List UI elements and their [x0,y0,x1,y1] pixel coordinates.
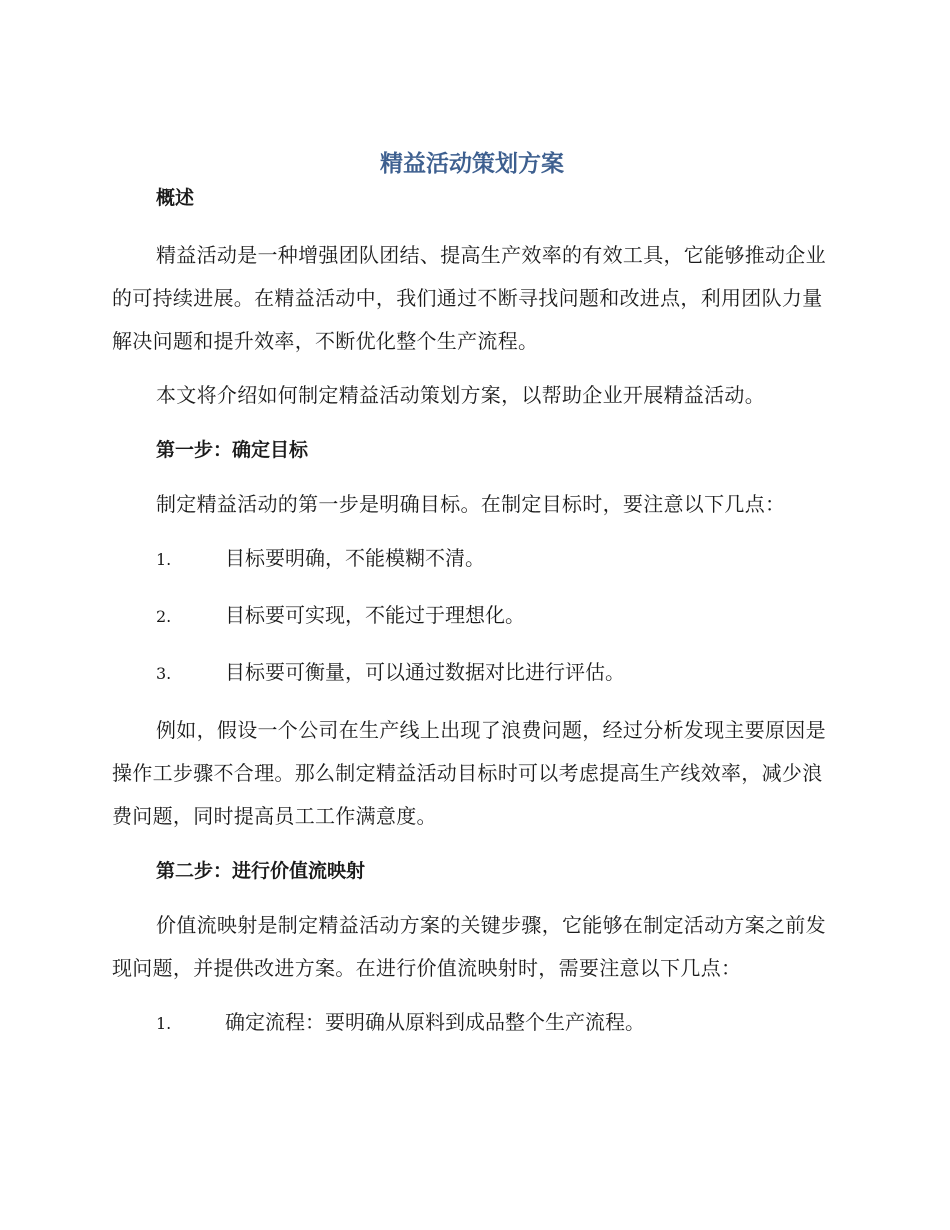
list-text: 确定流程：要明确从原料到成品整个生产流程。 [225,1010,645,1034]
list-text: 目标要可实现，不能过于理想化。 [225,603,525,627]
overview-paragraph-2: 本文将介绍如何制定精益活动策划方案，以帮助企业开展精益活动。 [156,383,765,407]
overview-paragraph-1: 精益活动是一种增强团队团结、提高生产效率的有效工具，它能够推动企业的可持续进展。在精益活动中，我们通过不断寻找问题和改进点，利用团队力量解决问题和提升效率，不断优化整个生产流程。 [112,243,826,353]
step1-example: 例如，假设一个公司在生产线上出现了浪费问题，经过分析发现主要原因是操作工步骤不合理。那么制定精益活动目标时可以考虑提高生产线效率，减少浪费问题，同时提高员工工作满意度。 [112,718,826,828]
list-item [112,597,832,635]
list-item [112,654,832,692]
list-text: 目标要明确，不能模糊不清。 [225,546,485,570]
step2-heading: 第二步：进行价值流映射 [156,860,366,882]
step1-heading: 第一步：确定目标 [156,439,309,461]
list-item [112,540,832,578]
list-number: 1. [156,550,172,569]
document-page [112,140,832,1042]
list-number: 3. [156,664,172,683]
list-item [112,1004,832,1042]
list-text: 目标要可衡量，可以通过数据对比进行评估。 [225,660,625,684]
step1-intro: 制定精益活动的第一步是明确目标。在制定目标时，要注意以下几点： [156,492,786,516]
list-number: 1. [156,1014,172,1033]
list-number: 2. [156,607,172,626]
document-title: 精益活动策划方案 [380,151,564,177]
overview-heading: 概述 [156,187,195,209]
step2-intro: 价值流映射是制定精益活动方案的关键步骤，它能够在制定活动方案之前发现问题，并提供改进方案。在进行价值流映射时，需要注意以下几点： [112,913,826,980]
